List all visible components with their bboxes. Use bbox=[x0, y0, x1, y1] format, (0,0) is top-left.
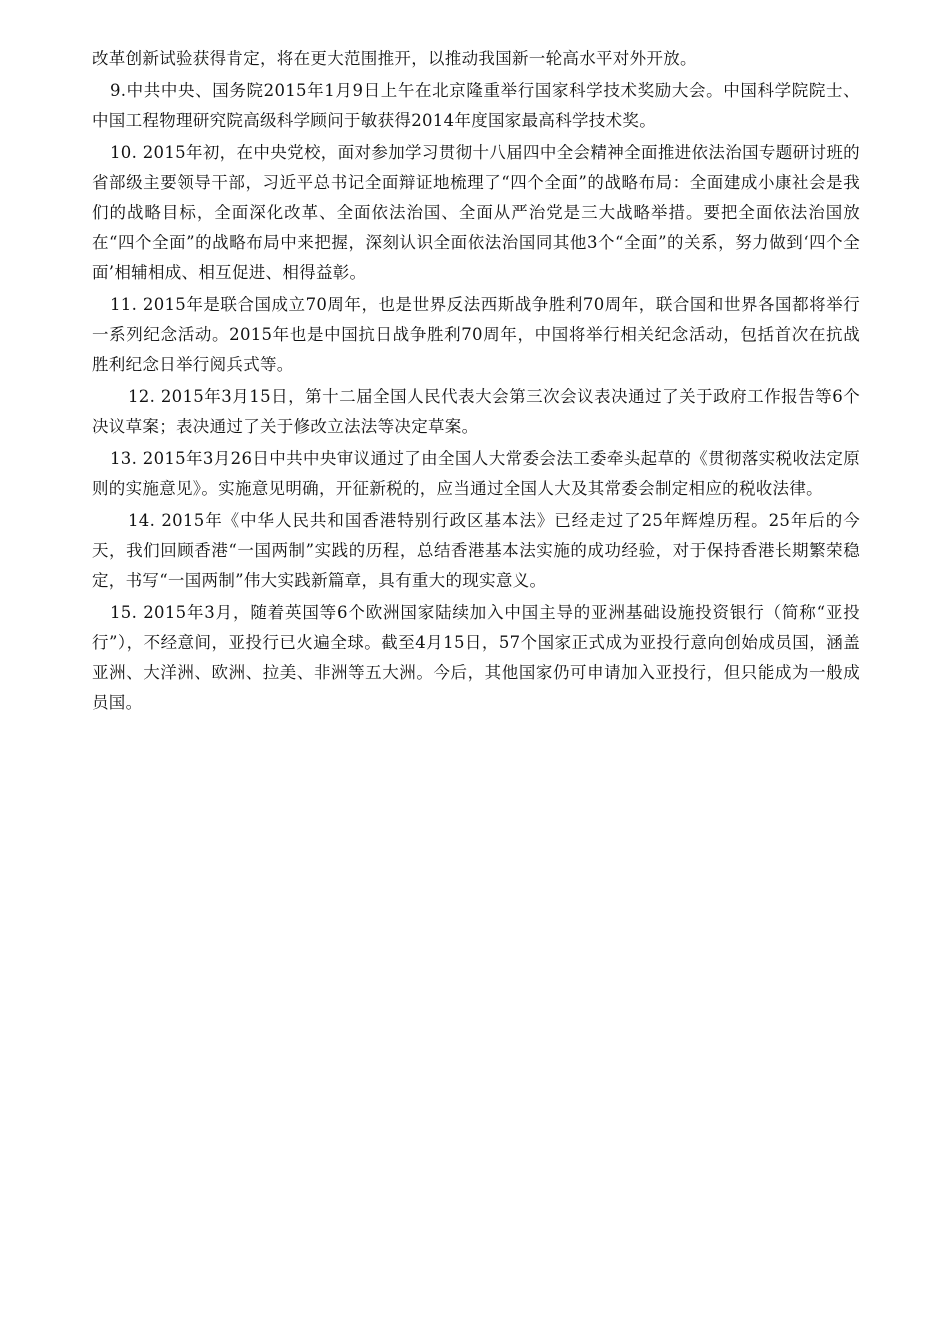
paragraph-item-13: 13. 2015年3月26日中共中央审议通过了由全国人大常委会法工委牵头起草的《贯彻落实税收法定原则的实施意见》。实施意见明确，开征新税的，应当通过全国人大及其常委会制定相应的税收法律。 bbox=[92, 449, 860, 498]
paragraph-item-11: 11. 2015年是联合国成立70周年，也是世界反法西斯战争胜利70周年，联合国和世界各国都将举行一系列纪念活动。2015年也是中国抗日战争胜利70周年，中国将举行相关纪念活动，包括首次在抗战胜利纪念日举行阅兵式等。 bbox=[92, 295, 860, 374]
document-body bbox=[92, 44, 860, 720]
paragraph-item-12: 12. 2015年3月15日，第十二届全国人民代表大会第三次会议表决通过了关于政府工作报告等6个决议草案；表决通过了关于修改立法法等决定草案。 bbox=[92, 387, 860, 436]
paragraph-item-15: 15. 2015年3月，随着英国等6个欧洲国家陆续加入中国主导的亚洲基础设施投资银行（简称“亚投行”），不经意间，亚投行已火遍全球。截至4月15日，57个国家正式成为亚投行意向创始成员国，涵盖亚洲、大洋洲、欧洲、拉美、非洲等五大洲。今后，其他国家仍可申请加入亚投行，但只能成为一般成员国。 bbox=[92, 603, 860, 712]
paragraph-item-14: 14. 2015年《中华人民共和国香港特别行政区基本法》已经走过了25年辉煌历程。25年后的今天，我们回顾香港“一国两制”实践的历程，总结香港基本法实施的成功经验，对于保持香港长期繁荣稳定，书写“一国两制”伟大实践新篇章，具有重大的现实意义。 bbox=[92, 511, 860, 590]
paragraph-item-9: 9.中共中央、国务院2015年1月9日上午在北京隆重举行国家科学技术奖励大会。中国科学院院士、中国工程物理研究院高级科学顾问于敏获得2014年度国家最高科学技术奖。 bbox=[92, 81, 860, 130]
paragraph-continuation: 改革创新试验获得肯定，将在更大范围推开，以推动我国新一轮高水平对外开放。 bbox=[92, 49, 697, 68]
paragraph-item-10: 10. 2015年初，在中央党校，面对参加学习贯彻十八届四中全会精神全面推进依法治国专题研讨班的省部级主要领导干部，习近平总书记全面辩证地梳理了“四个全面”的战略布局：全面建成小康社会是我们的战略目标，全面深化改革、全面依法治国、全面从严治党是三大战略举措。要把全面依法治国放在“四个全面”的战略布局中来把握，深刻认识全面依法治国同其他3个“全面”的关系，努力做到‘四个全面’相辅相成、相互促进、相得益彰。 bbox=[92, 143, 860, 282]
